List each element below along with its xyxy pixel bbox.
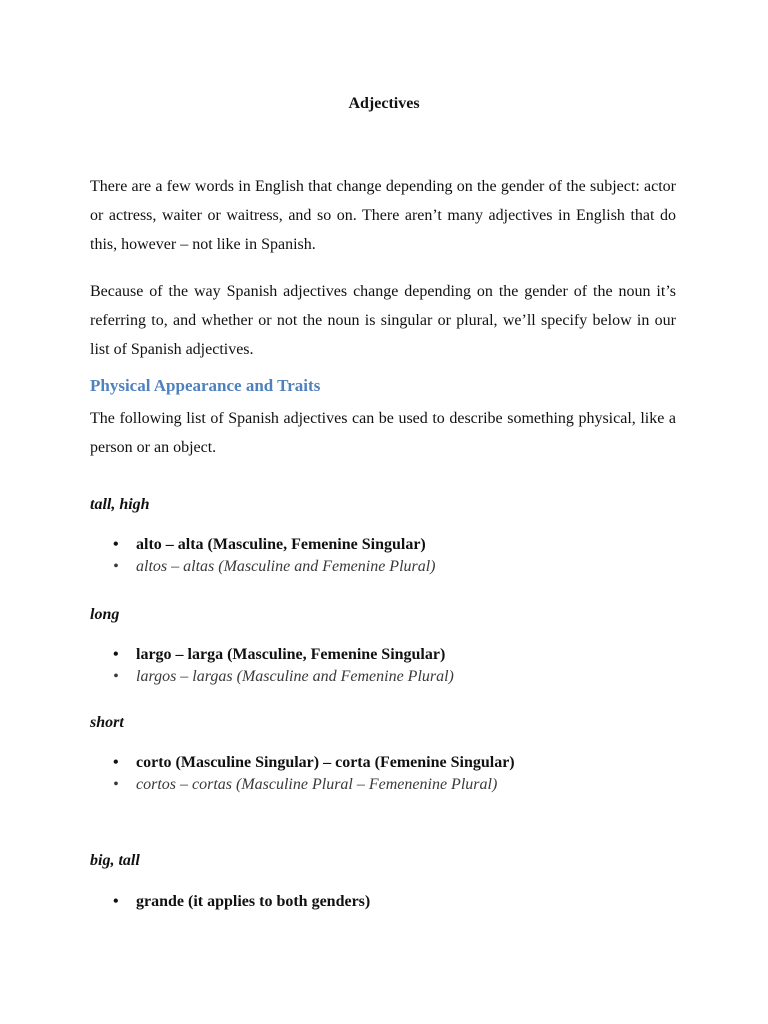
list-item <box>0 534 768 556</box>
entry-list <box>0 534 768 578</box>
list-item-text: largos – largas (Masculine and Femenine Plural) <box>136 668 454 685</box>
list-item-text: cortos – cortas (Masculine Plural – Femenenine Plural) <box>136 776 498 793</box>
bullet-icon: • <box>113 668 119 685</box>
list-item <box>0 556 768 578</box>
bullet-icon: • <box>113 558 119 575</box>
bullet-icon: • <box>113 536 119 553</box>
list-item <box>0 752 768 774</box>
entry-list <box>0 644 768 688</box>
list-item <box>0 774 768 796</box>
list-item-text: alto – alta (Masculine, Femenine Singular) <box>136 536 426 553</box>
explanation-paragraph: Because of the way Spanish adjectives change depending on the gender of the noun it’s referring to, and whether or not the noun is singular or plural, we’ll specify below in our list of Spanish adjectives. <box>90 283 676 358</box>
bullet-icon: • <box>113 776 119 793</box>
intro-paragraph: There are a few words in English that change depending on the gender of the subject: actor or actress, waiter or waitress, and so on. There aren’t many adjectives in English that do this, however – not like in Spanish. <box>90 178 676 253</box>
entry-list <box>0 752 768 796</box>
entry-list <box>0 891 768 913</box>
list-item <box>0 666 768 688</box>
list-item-text: corto (Masculine Singular) – corta (Femenine Singular) <box>136 754 515 771</box>
list-item-text: largo – larga (Masculine, Femenine Singular) <box>136 646 446 663</box>
entry-term: tall, high <box>90 496 150 513</box>
list-item-text: grande (it applies to both genders) <box>136 893 371 910</box>
bullet-icon: • <box>113 754 119 771</box>
bullet-icon: • <box>113 646 119 663</box>
bullet-icon: • <box>113 893 119 910</box>
document-title: Adjectives <box>348 95 420 112</box>
list-item <box>0 891 768 913</box>
list-item-text: altos – altas (Masculine and Femenine Plural) <box>136 558 436 575</box>
entry-term: long <box>90 606 120 623</box>
list-item <box>0 644 768 666</box>
entry-term: short <box>90 714 124 731</box>
entry-term: big, tall <box>90 852 140 869</box>
section-intro-paragraph: The following list of Spanish adjectives can be used to describe something physical, like a person or an object. <box>90 410 676 456</box>
section-heading: Physical Appearance and Traits <box>90 376 321 395</box>
